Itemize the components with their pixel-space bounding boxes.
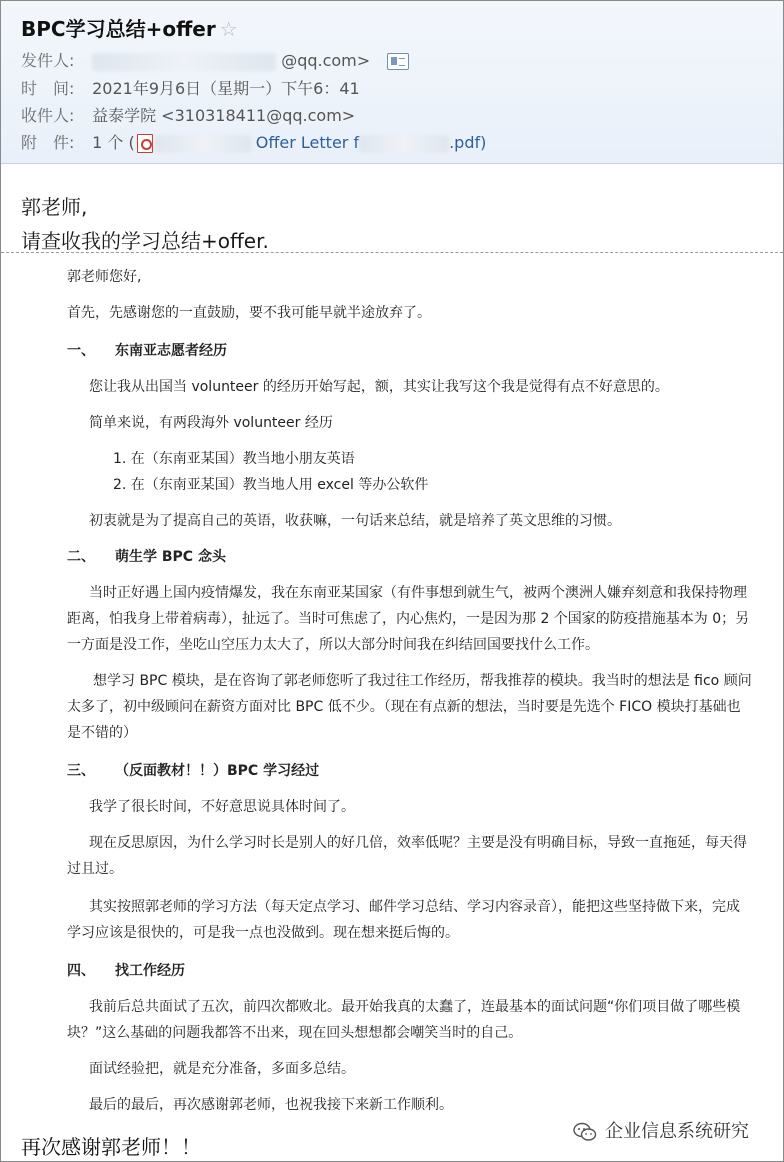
section-title: （反面教材！！）BPC 学习经过: [115, 763, 320, 779]
to-value[interactable]: 益泰学院 <310318411@qq.com>: [92, 106, 356, 125]
doc-paragraph-line: 太多了，初中级顾问在薪资方面对比 BPC 低不少。（现在有点新的想法，当时要是先选个 FICO 模块打基础也: [67, 699, 741, 715]
doc-paragraph-line: 一方面是没工作，坐吃山空压力太大了，所以大部分时间我在纠结回国要找什么工作。: [67, 637, 599, 653]
email-header: [1, 1, 783, 164]
section-heading-3: [67, 761, 319, 781]
watermark: [573, 1117, 749, 1143]
from-row: [21, 50, 409, 72]
doc-paragraph: 我学了很长时间，不好意思说具体时间了。: [89, 799, 355, 815]
attachment-count: 1 个 (: [92, 133, 135, 152]
doc-paragraph-line: 距离，怕我身上带着病毒），扯远了。当时可焦虑了，内心焦灼，一是因为那 2 个国家的防疫措施基本为 0；另: [67, 611, 750, 627]
doc-paragraph-line: 当时正好遇上国内疫情爆发，我在东南亚某国家（有件事想到就生气，被两个澳洲人嫌弃刻意和我保持物理: [89, 585, 747, 601]
section-title: 萌生学 BPC 念头: [115, 549, 226, 565]
doc-paragraph-line: 想学习 BPC 模块，是在咨询了郭老师您听了我过往工作经历，帮我推荐的模块。我当时的想法是 fico 顾问: [93, 673, 752, 689]
section-heading-4: [67, 961, 185, 981]
doc-paragraph-line: 是不错的）: [67, 725, 137, 741]
doc-paragraph-line: 块？”这么基础的问题我都答不出来，现在回头想想都会嘲笑当时的自己。: [67, 1025, 523, 1041]
to-label: 收件人:: [21, 106, 75, 125]
time-value: 2021年9月6日（星期一）下午6：41: [92, 79, 360, 98]
attachment-link[interactable]: [256, 133, 487, 152]
list-item: 1. 在（东南亚某国）教当地小朋友英语: [113, 451, 355, 467]
doc-paragraph-line: 学习应该是很快的，可是我一点也没做到。现在想来挺后悔的。: [67, 925, 459, 941]
section-title: 东南亚志愿者经历: [115, 343, 227, 359]
greeting-line-2: 请查收我的学习总结+offer.: [21, 229, 269, 253]
from-label: 发件人:: [21, 51, 75, 70]
doc-paragraph: 您让我从出国当 volunteer 的经历开始写起，额，其实让我写这个我是觉得有点不好意思的。: [89, 379, 669, 395]
attachment-name-start: Offer Letter f: [255, 133, 360, 152]
attachment-label: 附 件:: [21, 133, 75, 152]
section-number: 二、: [67, 549, 95, 565]
doc-paragraph: 简单来说，有两段海外 volunteer 经历: [89, 415, 333, 431]
time-label: 时 间:: [21, 79, 75, 98]
watermark-text: 企业信息系统研究: [605, 1121, 749, 1142]
doc-paragraph: 最后的最后，再次感谢郭老师，也祝我接下来新工作顺利。: [89, 1097, 453, 1113]
star-icon[interactable]: ☆: [219, 17, 238, 41]
pdf-icon: [137, 134, 153, 153]
doc-paragraph: 面试经验把，就是充分准备，多面多总结。: [89, 1061, 355, 1077]
to-row: [21, 105, 355, 127]
doc-paragraph-line: 其实按照郭老师的学习方法（每天定点学习、邮件学习总结、学习内容录音），能把这些坚持做下来，完成: [89, 899, 740, 915]
section-title: 找工作经历: [115, 963, 185, 979]
redacted-sender: [92, 53, 276, 71]
time-row: [21, 78, 360, 100]
section-number: 一、: [67, 343, 95, 359]
section-number: 四、: [67, 963, 95, 979]
section-heading-2: [67, 547, 226, 567]
redacted-filename-1: [155, 135, 251, 153]
doc-salutation: 郭老师您好,: [67, 269, 142, 285]
section-heading-1: [67, 341, 227, 361]
doc-paragraph: 首先，先感谢您的一直鼓励，要不我可能早就半途放弃了。: [67, 305, 431, 321]
doc-paragraph-line: 现在反思原因，为什么学习时长是别人的好几倍，效率低呢？主要是没有明确目标，导致一直拖延，每天得: [89, 835, 747, 851]
email-subject: [21, 13, 238, 42]
attachment-name-end: .pdf): [449, 133, 487, 152]
list-item: 2. 在（东南亚某国）教当地人用 excel 等办公软件: [113, 477, 429, 493]
redacted-filename-2: [359, 135, 449, 153]
divider: [1, 252, 783, 253]
greeting-line-1: 郭老师,: [21, 195, 88, 219]
closing-line: 再次感谢郭老师！！: [21, 1135, 201, 1159]
subject-text: BPC学习总结+offer: [21, 17, 216, 41]
contact-card-icon[interactable]: [387, 53, 409, 70]
wechat-icon: [573, 1122, 597, 1142]
doc-paragraph-line: 过且过。: [67, 861, 123, 877]
doc-paragraph: 初衷就是为了提高自己的英语，收获嘛，一句话来总结，就是培养了英文思维的习惯。: [89, 513, 621, 529]
attachment-row: [21, 132, 486, 154]
from-value[interactable]: @qq.com>: [281, 51, 371, 70]
doc-paragraph-line: 我前后总共面试了五次，前四次都败北。最开始我真的太蠢了，连最基本的面试问题“你们项目做了哪些模: [89, 999, 741, 1015]
section-number: 三、: [67, 763, 95, 779]
